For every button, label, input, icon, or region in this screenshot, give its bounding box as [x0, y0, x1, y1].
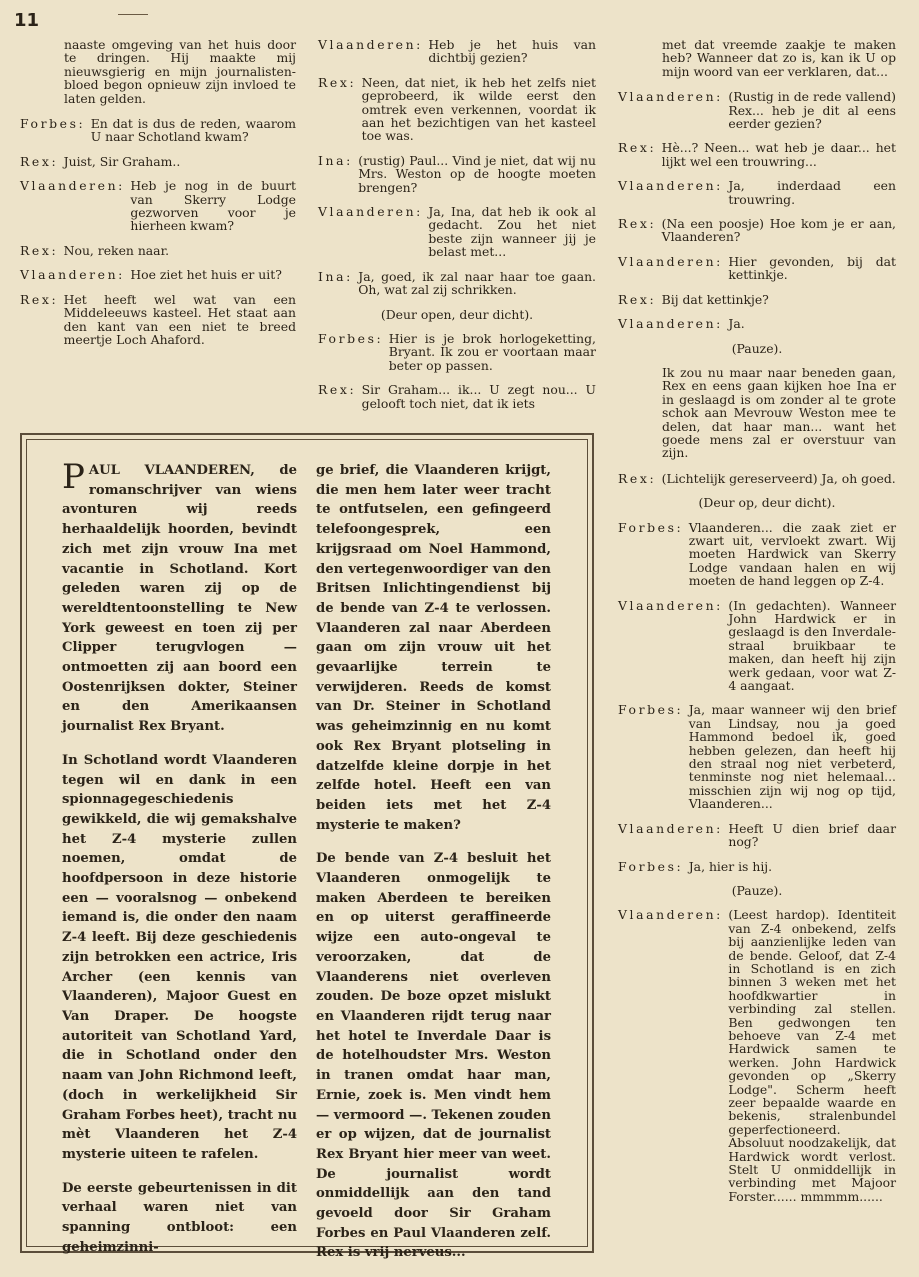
dialogue-line — [618, 703, 896, 810]
dialogue-line — [618, 908, 896, 1203]
speaker: Rex : — [618, 141, 662, 168]
speaker: Forbes : — [618, 521, 689, 588]
line-text: Hier gevonden, bij dat kettinkje. — [728, 253, 896, 283]
paragraph: Ik zou nu maar naar beneden gaan, Rex en eens gaan kijken hoe Ina er in geslaagd is om zonder al te grote schok aan Mevrouw Weston mee te delen, dat haar man... want het goede mens zal er overstuur van zijn. — [662, 364, 896, 461]
dialogue-line — [318, 205, 596, 259]
line-text: (Rustig in de rede vallend) Rex... heb je dit al eens eerder gezien? — [728, 89, 896, 132]
synopsis-column-2 — [316, 461, 551, 1277]
synopsis-paragraph: De bende van Z-4 besluit het Vlaanderen onmogelijk te maken Aberdeen te bereiken en op uiterst geraffineerde wijze een auto-ongeval te veroorzaken, dat de Vlaanderens niet overleven zouden. De boze opzet mislukt en Vlaanderen rijdt terug naar het hotel te Inverdale Daar is de hotelhoudster Mrs. Weston in tranen omdat haar man, Ernie, zoek is. Men vindt hem — vermoord —. Tekenen zouden er op wijzen, dat de journalist Rex Bryant hier meer van weet. De journalist wordt onmiddellijk aan den tand gevoeld door Sir Graham Forbes en Paul Vlaanderen zelf. Rex is vrij nerveus... — [316, 851, 551, 1261]
speaker: Rex : — [20, 155, 64, 168]
synopsis-column-1 — [62, 457, 297, 1271]
line-text: Sir Graham... ik... U zegt nou... U gelooft toch niet, dat ik iets — [361, 382, 596, 411]
synopsis-paragraph — [62, 457, 297, 737]
line-text: Hier is je brok horlogeketting, Bryant. Ik zou er voortaan maar beter op passen. — [388, 330, 596, 373]
speaker: Rex : — [618, 217, 662, 244]
line-text: En dat is dus de reden, waarom U naar Schotland kwam? — [90, 116, 296, 145]
dialogue-line — [318, 383, 596, 410]
page-number: 11 — [14, 10, 40, 31]
dialogue-line — [318, 76, 596, 143]
speaker: Vlaanderen : — [20, 179, 130, 233]
line-text: Juist, Sir Graham.. — [63, 153, 181, 169]
dialogue-line — [618, 293, 896, 306]
line-text: Nou, reken naar. — [63, 242, 170, 258]
speaker: Rex : — [20, 293, 64, 347]
synopsis-paragraph: In Schotland wordt Vlaanderen tegen wil en dank in een spionnagegeschiedenis gewikkeld, die wij gemakshalve het Z-4 mysterie zullen noemen, omdat de hoofdpersoon in deze historie een — vooralsnog — onbekend iemand is, die onder den naam Z-4 leeft. Bij deze geschiedenis zijn betrokken een actrice, Iris Archer (een kennis van Vlaanderen), Majoor Guest en Van Draper. De hoogste autoriteit van Schotland Yard, die in Schotland onder den naam van John Richmond leeft, (doch in werkelijkheid Sir Graham Forbes heet), tracht nu mèt Vlaanderen het Z-4 mysterie uiteen te rafelen. — [62, 752, 297, 1162]
dialogue-line — [618, 179, 896, 206]
dialogue-line — [618, 141, 896, 168]
line-text: (In gedachten). Wanneer John Hardwick er in geslaagd is den Inverdale-straal bruikbaar te maken, dan heeft hij zijn werk gedaan, voor wat Z-4 aangaat. — [728, 597, 896, 694]
line-text: Bij dat kettinkje? — [661, 291, 769, 307]
dialogue-line — [618, 599, 896, 693]
line-text: (Leest hardop). Identiteit van Z-4 onbekend, zelfs bij aanzienlijke leden van de bende. Geloof, dat Z-4 in Schotland is en zich binnen 3 weken met het hoofdkwartier in verbinding zal stellen. Ben gedwongen ten behoeve van Z-4 met Hardwick samen te werken. John Hardwick gevonden op „Skerry Lodge". Scherm heeft zeer bepaalde waarde en bekenis, stralenbundel geperfectioneerd. Absoluut noodzakelijk, dat Hardwick wordt verlost. Stelt U onmiddellijk in verbinding met Majoor Forster...... mmmmm...... — [728, 907, 896, 1204]
speaker: Vlaanderen : — [618, 179, 728, 206]
dialogue-line — [20, 268, 296, 281]
dialogue-line — [618, 860, 896, 873]
dialogue-line — [618, 521, 896, 588]
speaker: Ina : — [318, 154, 358, 194]
dialogue-line — [20, 155, 296, 168]
stage-direction: (Deur op, deur dicht). — [698, 495, 836, 511]
line-text: Heeft U dien brief daar nog? — [728, 820, 896, 850]
top-rule — [118, 14, 148, 15]
speaker: Rex : — [318, 383, 362, 410]
line-text: Ja, goed, ik zal naar haar toe gaan. Oh, wat zal zij schrikken. — [358, 268, 596, 298]
dialogue-line — [20, 293, 296, 347]
dialogue-line — [618, 255, 896, 282]
drop-cap: P — [62, 457, 85, 497]
speaker: Vlaanderen : — [618, 317, 728, 330]
speaker: Rex : — [618, 472, 662, 485]
line-text: (Lichtelijk gereserveerd) Ja, oh goed. — [661, 470, 896, 486]
paragraph: met dat vreemde zaakje te maken heb? Wanneer dat zo is, kan ik U op mijn woord van eer verklaren, dat... — [662, 37, 896, 79]
speaker: Vlaanderen : — [618, 255, 728, 282]
synopsis-box — [20, 433, 594, 1261]
dialogue-line — [20, 117, 296, 144]
speaker: Vlaanderen : — [318, 205, 428, 259]
speaker: Rex : — [20, 244, 64, 257]
dialogue-line — [20, 244, 296, 257]
synopsis-paragraph: ge brief, die Vlaanderen krijgt, die men hem later weer tracht te ontfutselen, een gefingeerd telefoongesprek, een krijgsraad om Noel Hammond, den vertegenwoordiger van den Britsen Inlichtingendienst bij de bende van Z-4 te verlossen. Vlaanderen zal naar Aberdeen gaan om zijn vrouw uit het gevaarlijke terrein te verwijderen. Reeds de komst van Dr. Steiner in Schotland was geheimzinnig en nu komt ook Rex Bryant plotseling in datzelfde kleine dorpje in het zelfde hotel. Heeft een van beiden iets met het Z-4 mysterie te maken? — [316, 463, 551, 833]
speaker: Vlaanderen : — [318, 38, 428, 65]
line-text: Het heeft wel wat van een Middeleeuws kasteel. Het staat aan den kant van een niet te breed meertje Loch Ahaford. — [63, 291, 296, 347]
line-text: Hè...? Neen... wat heb je daar... het lijkt wel een trouwring... — [661, 140, 896, 169]
speaker: Vlaanderen : — [618, 908, 728, 1203]
dialogue-line — [618, 472, 896, 485]
stage-direction: (Deur open, deur dicht). — [380, 306, 534, 322]
line-text: Ja, inderdaad een trouwring. — [728, 178, 896, 207]
speaker: Rex : — [618, 293, 662, 306]
dialogue-line — [318, 332, 596, 372]
column-2 — [318, 38, 596, 421]
dialogue-line — [318, 38, 596, 65]
dialogue-line — [618, 822, 896, 849]
line-text: Ja, maar wanneer wij den brief van Lindsay, nou ja goed Hammond bedoel ik, goed hebben gelezen, dan heeft hij den straal nog niet verbeterd, tenminste nog niet helemaal... misschien zijn wij nog op tijd, Vlaanderen... — [688, 702, 896, 812]
speaker: Rex : — [318, 76, 362, 143]
dialogue-line — [618, 217, 896, 244]
line-text: (rustig) Paul... Vind je niet, dat wij nu Mrs. Weston op de hoogte moeten brengen? — [358, 152, 596, 195]
dialogue-line — [618, 90, 896, 130]
speaker: Forbes : — [618, 703, 689, 810]
column-3 — [618, 38, 896, 1214]
stage-direction: (Pauze). — [731, 882, 783, 898]
paragraph: naaste omgeving van het huis door te dringen. Hij maakte mij nieuwsgierig en mijn journalisten-bloed begon opnieuw zijn invloed te laten gelden. — [64, 37, 296, 106]
line-text: Ja, hier is hij. — [688, 858, 773, 874]
speaker: Forbes : — [20, 117, 91, 144]
speaker: Forbes : — [318, 332, 389, 372]
stage-direction: (Pauze). — [731, 340, 783, 356]
line-text: Vlaanderen... die zaak ziet er zwart uit, vervloekt zwart. Wij moeten Hardwick van Skerry Lodge vandaan halen en wij moeten de hand leggen op Z-4. — [688, 519, 896, 589]
line-text: Heb je het huis van dichtbij gezien? — [428, 37, 596, 66]
speaker: Vlaanderen : — [618, 599, 728, 693]
dialogue-line — [20, 179, 296, 233]
speaker: Vlaanderen : — [618, 822, 728, 849]
speaker: Vlaanderen : — [618, 90, 728, 130]
synopsis-paragraph: De eerste gebeurtenissen in dit verhaal waren niet van spanning ontbloot: een geheimzinni- — [62, 1180, 297, 1255]
dialogue-line — [618, 317, 896, 330]
line-text: Neen, dat niet, ik heb het zelfs niet geprobeerd, ik wilde eerst den omtrek even verkennen, voordat ik aan het bezichtigen van het kasteel toe was. — [361, 74, 596, 144]
line-text: Ja, Ina, dat heb ik ook al gedacht. Zou het niet beste zijn wanneer jij je belast met... — [428, 204, 596, 260]
line-text: Hoe ziet het huis er uit? — [130, 267, 282, 283]
line-text: (Na een poosje) Hoe kom je er aan, Vlaanderen? — [661, 216, 896, 245]
column-1 — [20, 38, 296, 357]
speaker: Vlaanderen : — [20, 268, 130, 281]
dialogue-line — [318, 154, 596, 194]
speaker: Ina : — [318, 270, 358, 297]
speaker: Forbes : — [618, 860, 689, 873]
line-text: Ja. — [728, 316, 745, 332]
synopsis-text: AUL VLAANDEREN, de romanschrijver van wiens avonturen wij reeds herhaaldelijk hoorden, bevindt zich met zijn vrouw Ina met vacantie in Schotland. Kort geleden waren zij op de wereldtentoonstelling te New York geweest en toen zij per Clipper terugvlogen — ontmoetten zij aan boord een Oostenrijksen dokter, Steiner en den Amerikaansen journalist Rex Bryant. — [62, 463, 297, 735]
dialogue-line — [318, 270, 596, 297]
line-text: Heb je nog in de buurt van Skerry Lodge gezworven voor je hierheen kwam? — [130, 178, 296, 234]
